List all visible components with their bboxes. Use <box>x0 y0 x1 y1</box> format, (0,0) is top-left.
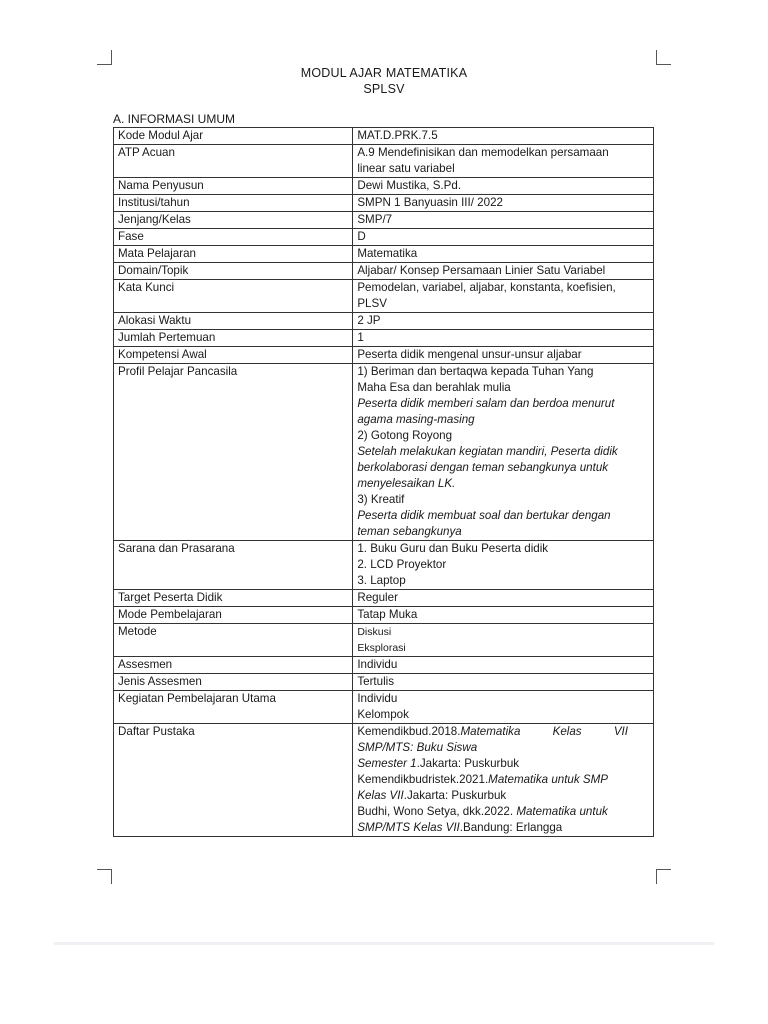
row-key: Metode <box>114 624 353 657</box>
row-key: ATP Acuan <box>114 145 353 178</box>
profil-line: Maha Esa dan berahlak mulia <box>357 381 511 394</box>
profil-line: 1) Beriman dan bertaqwa kepada Tuhan Yang <box>357 365 594 378</box>
atp-line-2: linear satu variabel <box>357 162 455 175</box>
kegiatan-line: Individu <box>357 692 398 705</box>
pustaka-text: .Bandung: Erlangga <box>459 821 563 834</box>
document-title: MODUL AJAR MATEMATIKA <box>300 66 468 80</box>
row-key: Kata Kunci <box>114 280 353 313</box>
pustaka-text: Budhi, Wono Setya, dkk.2022. <box>357 805 517 818</box>
row-key: Kompetensi Awal <box>114 347 353 364</box>
row-value <box>353 691 654 724</box>
table-row <box>114 724 654 837</box>
page-bottom-shadow <box>54 942 714 945</box>
profil-line: agama masing-masing <box>357 413 475 426</box>
table-row <box>114 229 654 246</box>
table-row <box>114 347 654 364</box>
pustaka-entry-1 <box>357 724 649 740</box>
row-value <box>353 724 654 837</box>
row-value <box>353 541 654 590</box>
table-row <box>114 624 654 657</box>
row-key: Mata Pelajaran <box>114 246 353 263</box>
row-key: Kegiatan Pembelajaran Utama <box>114 691 353 724</box>
table-row <box>114 280 654 313</box>
row-value: Matematika <box>353 246 654 263</box>
row-key: Assesmen <box>114 657 353 674</box>
profil-line: teman sebangkunya <box>357 525 462 538</box>
row-value: Individu <box>353 657 654 674</box>
table-row <box>114 590 654 607</box>
row-value: Tatap Muka <box>353 607 654 624</box>
metode-line: Diskusi <box>357 626 392 638</box>
table-row <box>114 691 654 724</box>
row-value <box>353 280 654 313</box>
table-row <box>114 212 654 229</box>
pustaka-title: Kelas VII <box>357 789 404 802</box>
table-row <box>114 128 654 145</box>
info-table <box>113 127 654 837</box>
section-title: A. INFORMASI UMUM <box>113 112 235 126</box>
pustaka-title: Matematika untuk SMP <box>488 773 609 786</box>
pustaka-title: SMP/MTS Kelas VII <box>357 821 460 834</box>
pustaka-entry-3-cont <box>357 820 649 836</box>
row-value: MAT.D.PRK.7.5 <box>353 128 654 145</box>
pustaka-text: .Jakarta: Puskurbuk <box>403 789 507 802</box>
table-row <box>114 263 654 280</box>
row-key: Sarana dan Prasarana <box>114 541 353 590</box>
pustaka-text: Kemendikbud.2018. <box>357 725 461 738</box>
profil-line: 3) Kreatif <box>357 493 405 506</box>
pustaka-title: Matematika Kelas VII <box>460 725 628 738</box>
sarana-line: 1. Buku Guru dan Buku Peserta didik <box>357 542 549 555</box>
row-value: 1 <box>353 330 654 347</box>
table-row <box>114 145 654 178</box>
table-row <box>114 541 654 590</box>
row-value: Tertulis <box>353 674 654 691</box>
sarana-line: 2. LCD Proyektor <box>357 558 447 571</box>
pustaka-title: Matematika untuk <box>516 805 608 818</box>
pustaka-entry-1-cont <box>357 756 649 772</box>
table-row <box>114 674 654 691</box>
pustaka-title: SMP/MTS: Buku Siswa <box>357 741 478 754</box>
row-value: 2 JP <box>353 313 654 330</box>
pustaka-text: .Jakarta: Puskurbuk <box>416 757 520 770</box>
row-key: Kode Modul Ajar <box>114 128 353 145</box>
table-row <box>114 246 654 263</box>
table-row <box>114 364 654 541</box>
pustaka-entry-2-cont <box>357 788 649 804</box>
row-value: SMP/7 <box>353 212 654 229</box>
crop-mark-top-right <box>656 50 671 65</box>
pustaka-text: Kemendikbudristek.2021. <box>357 773 489 786</box>
row-key: Target Peserta Didik <box>114 590 353 607</box>
metode-line: Eksplorasi <box>357 642 406 654</box>
row-key: Jenjang/Kelas <box>114 212 353 229</box>
row-key: Mode Pembelajaran <box>114 607 353 624</box>
row-value: Reguler <box>353 590 654 607</box>
row-key: Institusi/tahun <box>114 195 353 212</box>
profil-line: Peserta didik membuat soal dan bertukar dengan <box>357 509 611 522</box>
row-key: Nama Penyusun <box>114 178 353 195</box>
table-row <box>114 313 654 330</box>
kunci-line-1: Pemodelan, variabel, aljabar, konstanta, koefisien, <box>357 281 616 294</box>
profil-line: Setelah melakukan kegiatan mandiri, Peserta didik <box>357 445 618 458</box>
row-value <box>353 145 654 178</box>
row-key: Fase <box>114 229 353 246</box>
table-row <box>114 607 654 624</box>
profil-line: 2) Gotong Royong <box>357 429 453 442</box>
profil-line: Peserta didik memberi salam dan berdoa menurut <box>357 397 615 410</box>
crop-mark-bottom-right <box>656 869 671 884</box>
pustaka-entry-2 <box>357 772 649 788</box>
row-key: Jenis Assesmen <box>114 674 353 691</box>
row-value <box>353 364 654 541</box>
table-row <box>114 330 654 347</box>
profil-line: menyelesaikan LK. <box>357 477 456 490</box>
crop-mark-bottom-left <box>97 869 112 884</box>
atp-line-1: A.9 Mendefinisikan dan memodelkan persamaan <box>357 146 609 159</box>
row-key: Alokasi Waktu <box>114 313 353 330</box>
row-value: SMPN 1 Banyuasin III/ 2022 <box>353 195 654 212</box>
document-subtitle: SPLSV <box>363 82 405 96</box>
row-value: Peserta didik mengenal unsur-unsur aljabar <box>353 347 654 364</box>
row-value: Dewi Mustika, S.Pd. <box>353 178 654 195</box>
row-key: Profil Pelajar Pancasila <box>114 364 353 541</box>
row-value: D <box>353 229 654 246</box>
table-row <box>114 657 654 674</box>
row-value <box>353 624 654 657</box>
row-key: Domain/Topik <box>114 263 353 280</box>
pustaka-entry-3 <box>357 804 649 820</box>
profil-line: berkolaborasi dengan teman sebangkunya untuk <box>357 461 609 474</box>
kegiatan-line: Kelompok <box>357 708 409 721</box>
sarana-line: 3. Laptop <box>357 574 406 587</box>
kunci-line-2: PLSV <box>357 297 387 310</box>
pustaka-title: Semester 1 <box>357 757 417 770</box>
row-key: Daftar Pustaka <box>114 724 353 837</box>
row-key: Jumlah Pertemuan <box>114 330 353 347</box>
crop-mark-top-left <box>97 50 112 65</box>
row-value: Aljabar/ Konsep Persamaan Linier Satu Variabel <box>353 263 654 280</box>
table-row <box>114 178 654 195</box>
table-row <box>114 195 654 212</box>
